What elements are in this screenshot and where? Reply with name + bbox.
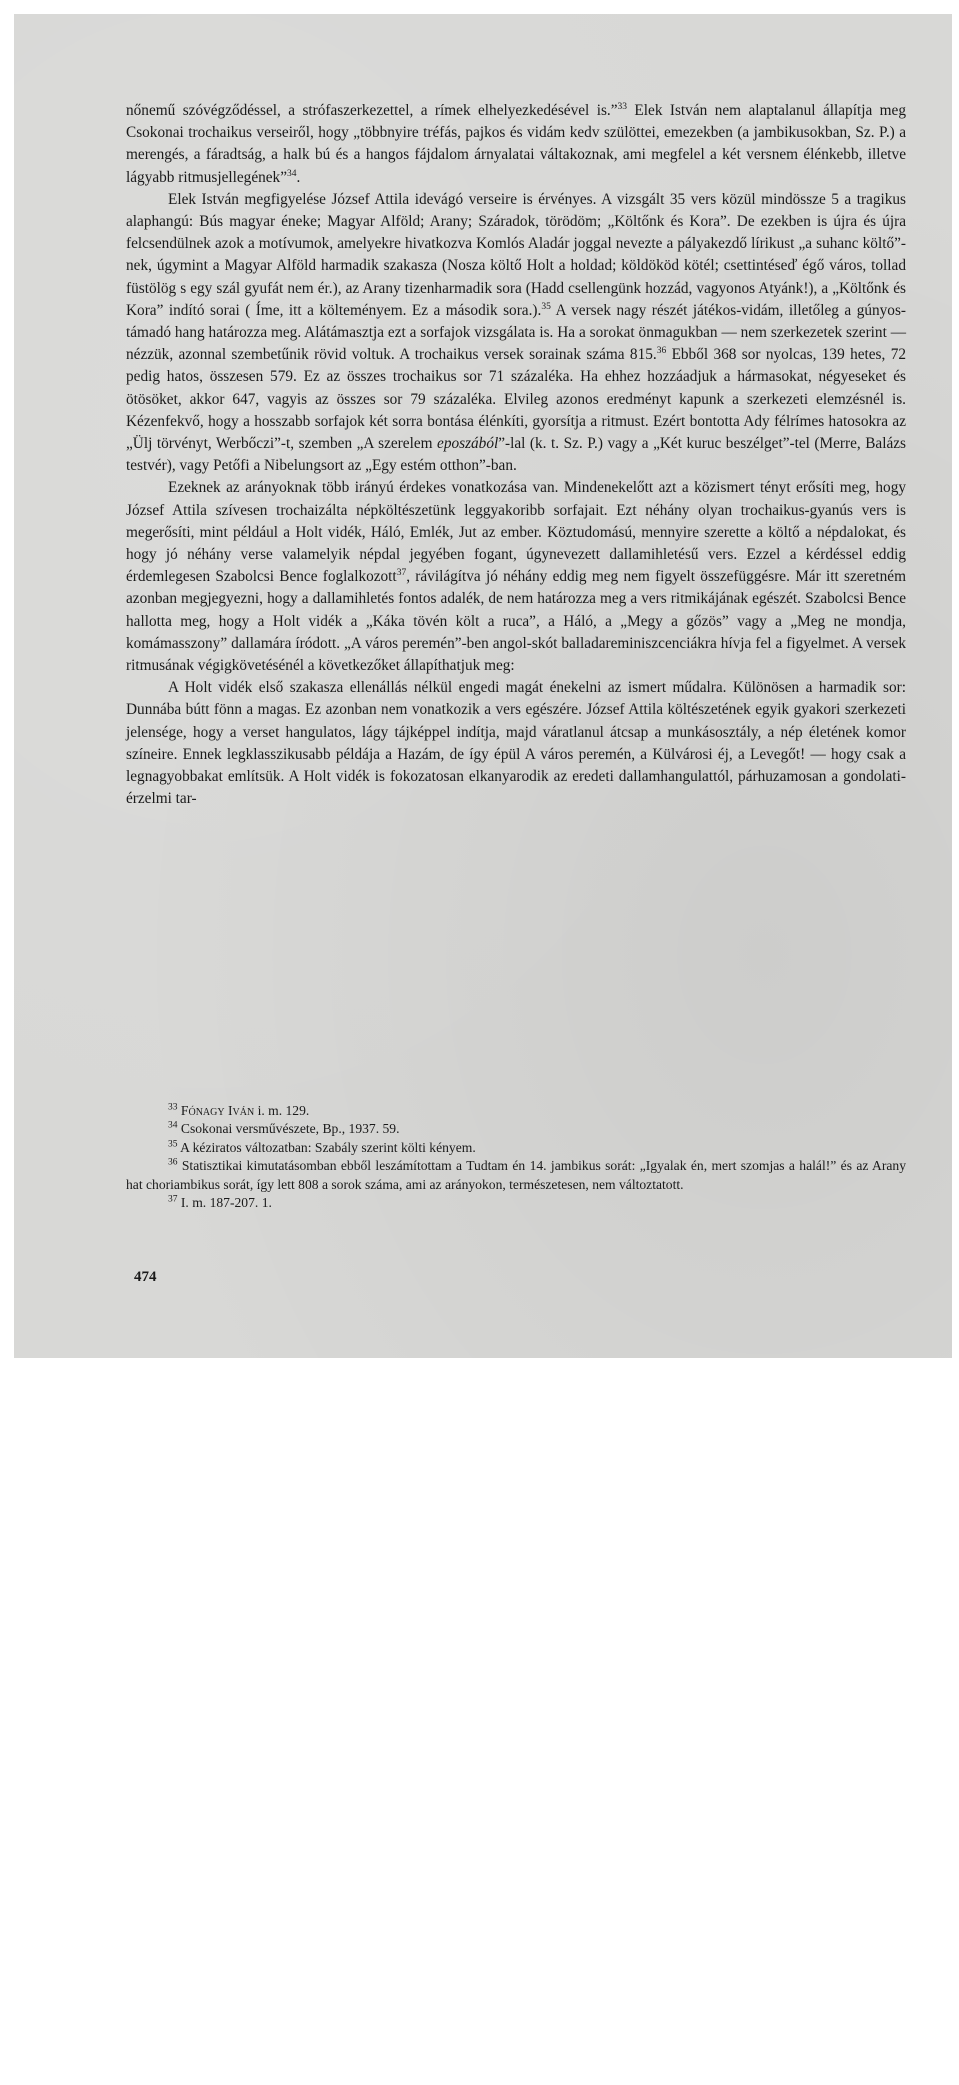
paragraph <box>126 100 906 189</box>
footnote <box>126 1157 906 1194</box>
footnote <box>126 1194 906 1212</box>
text-run: I. m. 187-207. 1. <box>177 1195 272 1211</box>
page-number: 474 <box>134 1269 157 1285</box>
text-run: ”-lal (k. t. Sz. P.) vagy a „Két kuruc beszélget”-tel (Merre, Balázs testvér), vagy Petőfi a Nibelungsort az „Egy estém otthon”-ban. <box>126 435 906 475</box>
footnote-reference: 37 <box>396 568 407 579</box>
text-run: Csokonai versművészete, Bp., 1937. 59. <box>177 1121 400 1137</box>
footnote-reference: 36 <box>168 1157 178 1168</box>
footnote-reference: 34 <box>168 1120 178 1131</box>
scanned-page <box>14 14 952 1358</box>
footnotes <box>126 1102 906 1212</box>
text-run: A Holt vidék első szakasza ellenállás nélkül engedi magát énekelni az ismert műdalra. Különösen a harmadik sor: Dunnába bútt fönn a magas. Ez azonban nem vonatkozik a vers egészére. József Attila költészetének egyik gyakori szerkezeti jelensége, hogy a verset hangulatos, lágy tájképpel indítja, majd váratlanul átcsap a munkásosztály, a nép életének komor színeire. Ennek legklasszikusabb példája a Hazám, de így épül A város peremén, a Külvárosi éj, a Levegőt! — hogy csak a legnagyobbakat említsük. A Holt vidék is fokozatosan elkanyarodik az eredeti dallamhangulattól, párhuzamosan a gondolati-érzelmi tar- <box>126 679 906 808</box>
text-run: A kéziratos változatban: Szabály szerint költi kényem. <box>177 1139 476 1155</box>
text-run: Ezeknek az arányoknak több irányú érdekes vonatkozása van. Mindenekelőtt azt a közismert tényt erősíti meg, hogy József Attila szívesen trochaizálta népköltészetünk leggyakoribb sorfajait. Ezt néhány olyan trochaikus-gyanús vers is megerősíti, mint például a Holt vidék, Háló, Emlék, Jut az ember. Köztudomású, mennyire szerette a költő a népdalokat, és hogy jó néhány verse valamelyik népdal jegyében fogant, úgynevezett dallamihletésű vers. Ezzel a kérdéssel eddig érdemlegesen Szabolcsi Bence foglalkozott <box>126 479 906 586</box>
footnote-reference: 33 <box>168 1102 178 1113</box>
text-run: nőnemű szóvégződéssel, a strófaszerkezettel, a rímek elhelyezkedésével is.” <box>126 102 618 119</box>
text-run: A versek nagy részét játékos-vidám, illetőleg a gúnyos-támadó hang határozza meg. Alátámasztja ezt a sorfajok vizsgálata is. Ha a sorokat önmagukban — nem szerkezetek szerint — nézzük, azonnal szembetűnik rövid voltuk. A trochaikus versek sorainak száma 815. <box>126 301 906 364</box>
text-run: i. m. 129. <box>254 1103 310 1118</box>
text-run: Elek István megfigyelése József Attila idevágó verseire is érvényes. A vizsgált 35 vers közül mindössze 5 a tragikus alaphangú: Bús magyar éneke; Magyar Alföld; Arany; Száradok, töröd <box>126 190 906 231</box>
footnote <box>126 1102 906 1120</box>
text-run: m; „Költőnk és Kora”. De ezekben is újra és újra felcsendülnek azok a motívumok, amelyekre hivatkozva Komlós Aladár joggal nevezte a pályakezdő lírikust „a suhanc költő”-nek, úgymint a Magyar Alföld harmadik szakasza (Nosza költő Holt a holdad; köldököd kötél; csettintéseď égő város, tollad füstölög s egy szál gyufát nem ér.), az Arany tizenharmadik sora (Hadd csellengünk hozzád, vagyonos Atyánk!), a „Költőnk és Kora” indító sorai ( Íme, itt a költeményem. Ez a második sora.). <box>126 213 906 319</box>
paragraph <box>126 477 906 677</box>
text-run: Statisztikai kimutatásomban ebből leszámítottam a Tudtam én 14. jambikus sorát: „Igyalak én, mert szomjas a halál!” és az Arany hat choriambikus sorát, így lett 808 a sorok száma, ami az arányokon, természetesen, nem változtatott. <box>126 1158 906 1192</box>
main-text <box>126 100 906 811</box>
text-run: , rávilágítva jó néhány eddig meg nem figyelt összefüggésre. Már itt szeretném azonban megjegyezni, hogy a dallamihletés fontos adalék, de nem határozza meg a vers ritmikájának egészét. Szabolcsi Bence hallotta meg, hogy a Holt vidék a „Káka tövén költ a ruca”, a Háló, a „Megy a gőzös” vagy a „Meg ne mondja, komámasszony” dallamára íródott. „A város peremén”-ben angol-skót balladareminiszcenciákra hívja fel a figyelmet. A versek ritmusának végigkövetésénél a következőket állapíthatjuk meg: <box>126 568 906 675</box>
author-name: Fónagy Iván <box>180 1103 255 1118</box>
text-run: Elek István nem alaptalanul állapítja meg Csokonai trochaikus verseiről, hogy „többnyire tréfás, pajkos és vidám kedv szülöttei, emezekben (a jambikusokban, Sz. P.) a merengés, a fáradtság, a halk bú és a hangos fájdalom árnyalatai váltakoznak, ami megfelel a két versnem élénkebb, illetve lágyabb ritmusjellegének” <box>126 102 906 186</box>
footnote <box>126 1139 906 1157</box>
paragraph <box>126 189 906 478</box>
footnote-reference: 37 <box>168 1194 178 1205</box>
text-run: ö <box>577 213 586 231</box>
paragraph <box>126 677 906 810</box>
footnote-reference: 35 <box>168 1139 178 1150</box>
footnote <box>126 1120 906 1138</box>
footnote-reference: 34 <box>286 168 297 179</box>
text-run: . <box>296 168 301 186</box>
footnote-reference: 35 <box>541 301 551 312</box>
footnote-reference: 33 <box>617 101 628 112</box>
footnote-reference: 36 <box>656 346 667 357</box>
italic-text: eposzából <box>437 435 499 453</box>
text-run: Ebből 368 sor nyolcas, 139 hetes, 72 pedig hatos, összesen 579. Ez az összes trochaikus sor 71 százaléka. Ha ehhez hozzáadjuk a hármasokat, négyeseket és ötösöket, akkor 647, vagyis az összes sor 79 százaléka. Elvileg azonos eredményt kapunk a szerkezeti elemzésnél is. Kézenfekvő, hogy a hosszabb sorfajok két sorra bontása élénkíti, gyorsítja a ritmust. Ezért bontotta Ady félrímes hatosokra az „Ülj törvényt, Werbőczi”-t, szemben „A szerelem <box>126 346 906 453</box>
